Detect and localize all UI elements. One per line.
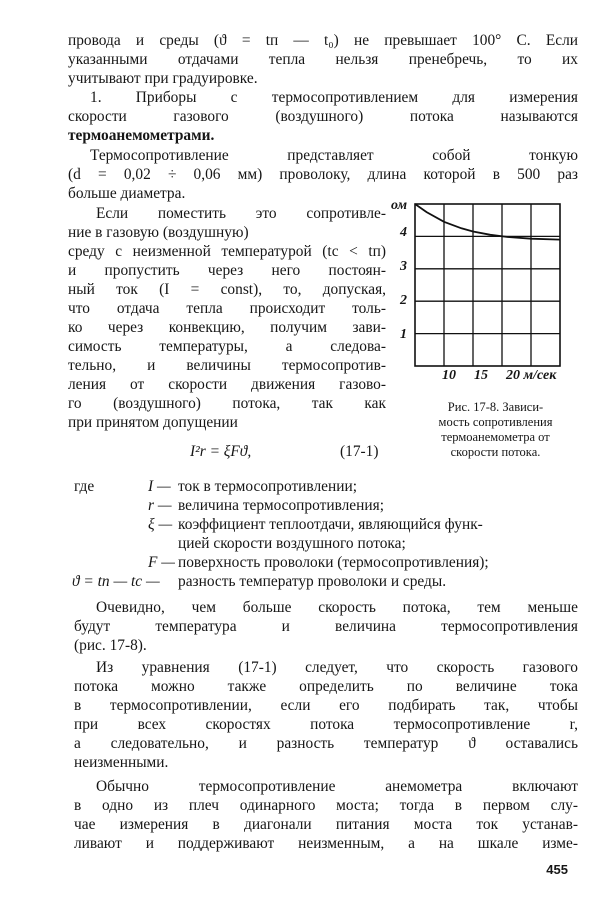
- text-line: учитывают при градуировке.: [68, 70, 258, 87]
- text-line: ко через конвекцию, получим зави-: [68, 319, 386, 336]
- caption-line: мость сопротивления: [438, 415, 553, 429]
- text-line: при всех скоростях потока термосопротивление r,: [74, 716, 578, 733]
- y-axis-unit-label: ом: [391, 198, 408, 213]
- text-line: в термосопротивлении, если его подбирать так, чтобы: [74, 697, 578, 714]
- glossary-text: цией скорости воздушного потока;: [178, 535, 406, 552]
- glossary-text: поверхность проволоки (термосопротивления);: [178, 554, 489, 571]
- text-line: в одно из плеч одинарного моста; тогда в первом слу-: [74, 797, 578, 814]
- caption-line: скорости потока.: [450, 445, 541, 459]
- text-line: неизменными.: [74, 754, 169, 771]
- text-line: потока можно также определить по величине тока: [74, 678, 578, 695]
- text-line: (d = 0,02 ÷ 0,06 мм) проволоку, длина которой в 500 раз: [68, 166, 578, 183]
- glossary-symbol: ξ —: [148, 516, 173, 533]
- text-line: при принятом допущении: [68, 414, 238, 431]
- text-line: больше диаметра.: [68, 185, 186, 202]
- text-line: симость температуры, а следова-: [68, 338, 386, 355]
- text-line: провода и среды (ϑ = tп — t₀) не превышает 100° С. Если: [68, 32, 578, 49]
- text-line: Обычно термосопротивление анемометра включают: [96, 778, 578, 795]
- page-number: 455: [546, 862, 568, 877]
- y-tick-label: 1: [400, 327, 407, 342]
- text-line: ливают и поддерживают неизменным, а на шкале изме-: [74, 835, 578, 852]
- glossary-text: величина термосопротивления;: [178, 497, 384, 514]
- text-line: будут температура и величина термосопротивления: [74, 618, 578, 635]
- x-tick-label: 10: [442, 368, 456, 383]
- glossary-text: разность температур проволоки и среды.: [178, 573, 447, 590]
- text-line: а следовательно, и разность температур ϑ оставались: [74, 735, 578, 752]
- text-line: ления от скорости движения газово-: [68, 376, 386, 393]
- equation-number: (17-1): [340, 443, 379, 460]
- text-line: 1. Приборы с термосопротивлением для измерения: [90, 89, 578, 106]
- text-line: скорости газового (воздушного) потока называются: [68, 108, 578, 125]
- x-tick-label: 15: [474, 368, 488, 383]
- glossary-symbol: I —: [148, 478, 171, 495]
- text-line: Термосопротивление представляет собой тонкую: [90, 147, 578, 164]
- glossary-symbol: F —: [148, 554, 175, 571]
- glossary-symbol: r —: [148, 497, 172, 514]
- text-line: Если поместить это сопротивле-: [96, 205, 386, 222]
- caption-line: Рис. 17-8. Зависи-: [447, 400, 544, 414]
- caption-line: термоанемометра от: [441, 430, 550, 444]
- glossary-symbol: ϑ = tп — tc —: [72, 573, 160, 590]
- x-tick-label: 20 м/сек: [506, 368, 557, 383]
- text-line: го (воздушного) потока, так как: [68, 395, 386, 412]
- text-line: ние в газовую (воздушную): [68, 224, 249, 241]
- y-tick-label: 2: [400, 293, 407, 308]
- text-line: тельно, и величины термосопротив-: [68, 357, 386, 374]
- resistance-chart: [365, 196, 575, 396]
- y-tick-label: 3: [400, 259, 407, 274]
- glossary-text: коэффициент теплоотдачи, являющийся функ-: [178, 516, 483, 533]
- text-line: среду с неизменной температурой (tc < tп): [68, 243, 386, 260]
- plot-frame: [415, 204, 560, 366]
- figure-17-8: [365, 196, 575, 396]
- y-tick-label: 4: [400, 225, 407, 240]
- text-line: (рис. 17-8).: [74, 637, 147, 654]
- text-line: чае измерения в диагонали питания моста ток устанав-: [74, 816, 578, 833]
- glossary-intro: где: [74, 478, 95, 495]
- text-line: ный ток (I = const), то, допуская,: [68, 281, 386, 298]
- text-line: Очевидно, чем больше скорость потока, тем меньше: [96, 599, 578, 616]
- text-line: что отдача тепла происходит толь-: [68, 300, 386, 317]
- equation-formula: I²r = ξFϑ,: [190, 443, 252, 460]
- figure-caption: [408, 400, 583, 460]
- text-line: термоанемометрами.: [68, 127, 215, 144]
- text-line: Из уравнения (17-1) следует, что скорость газового: [96, 659, 578, 676]
- glossary-text: ток в термосопротивлении;: [178, 478, 357, 495]
- text-line: указанными отдачами тепла нельзя пренебречь, то их: [68, 51, 578, 68]
- text-line: и пропустить через него постоян-: [68, 262, 386, 279]
- resistance-curve: [415, 204, 560, 240]
